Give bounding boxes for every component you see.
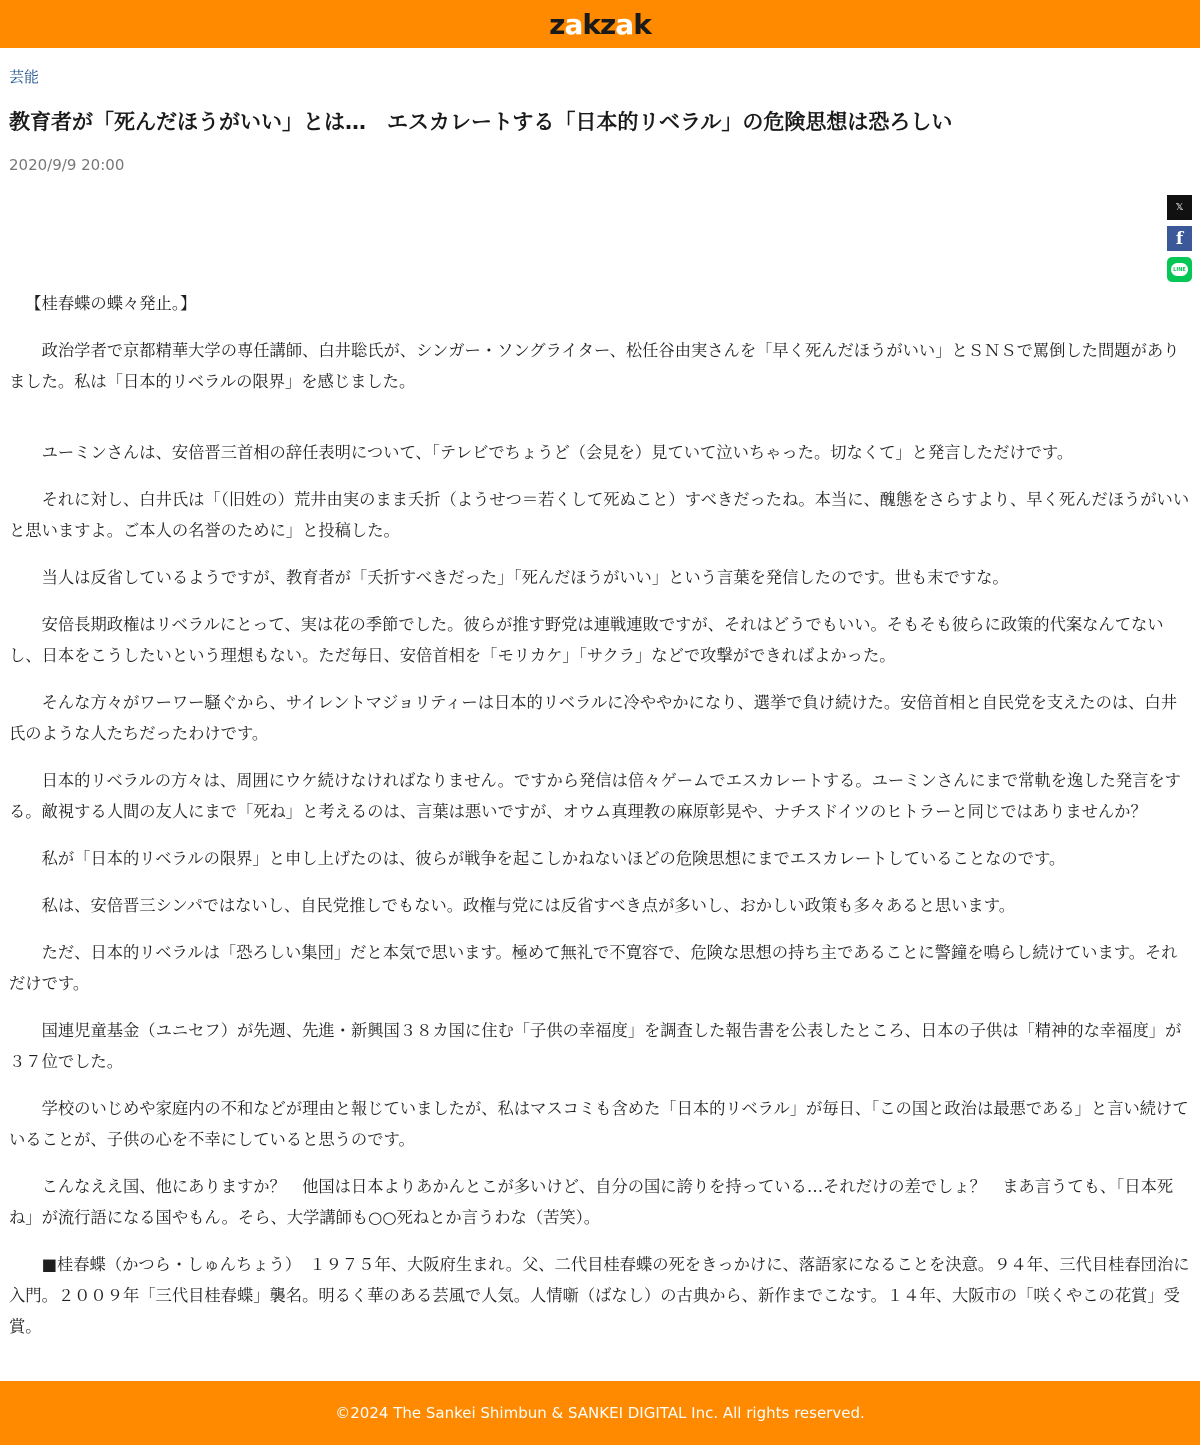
site-footer bbox=[0, 1381, 1200, 1445]
article-paragraph: こんなええ国、他にありますか？ 他国は日本よりあかんとこが多いけど、自分の国に誇りを持っている…それだけの差でしょ？ まあ言うても、「日本死ね」が流行語になる国やもん。そら、大学講師も○○死ねとか言うわな（苦笑）。 bbox=[9, 1177, 1174, 1227]
x-icon: 𝕏 bbox=[1175, 202, 1184, 213]
article-paragraph: 政治学者で京都精華大学の専任講師、白井聡氏が、シンガー・ソングライター、松任谷由実さんを「早く死んだほうがいい」とＳＮＳで罵倒した問題がありました。私は「日本的リベラルの限界」を感じました。 bbox=[9, 341, 1180, 391]
article-paragraph: 【桂春蝶の蝶々発止。】 bbox=[25, 294, 197, 313]
article-title: 教育者が「死んだほうがいい」とは… エスカレートする「日本的リベラル」の危険思想は恐ろしい bbox=[9, 110, 953, 134]
line-icon bbox=[1171, 263, 1188, 276]
line-icon-label: LINE bbox=[1173, 266, 1186, 273]
logo-letter: a bbox=[564, 7, 583, 41]
logo-letter: a bbox=[615, 7, 634, 41]
facebook-icon: f bbox=[1175, 228, 1184, 249]
article-paragraph: 安倍長期政権はリベラルにとって、実は花の季節でした。彼らが推す野党は連戦連敗ですが、それはどうでもいい。そもそも彼らに政策的代案なんてないし、日本をこうしたいという理想もない。ただ毎日、安倍首相を「モリカケ」「サクラ」などで攻撃ができればよかった。 bbox=[9, 615, 1164, 665]
site-header bbox=[0, 0, 1200, 48]
category-link[interactable]: 芸能 bbox=[9, 68, 40, 86]
article-paragraph: 国連児童基金（ユニセフ）が先週、先進・新興国３８カ国に住む「子供の幸福度」を調査した報告書を公表したところ、日本の子供は「精神的な幸福度」が３７位でした。 bbox=[9, 1021, 1182, 1071]
zakzak-logo[interactable] bbox=[549, 0, 651, 48]
article-paragraph: 私は、安倍晋三シンパではないし、自民党推しでもない。政権与党には反省すべき点が多いし、おかしい政策も多々あると思います。 bbox=[41, 896, 1015, 915]
article-paragraph: それに対し、白井氏は「（旧姓の）荒井由実のまま夭折（ようせつ＝若くして死ぬこと）すべきだったね。本当に、醜態をさらすより、早く死んだほうがいいと思いますよ。ご本人の名誉のために」と投稿した。 bbox=[9, 490, 1190, 540]
article-paragraph: ただ、日本的リベラルは「恐ろしい集団」だと本気で思います。極めて無礼で不寛容で、危険な思想の持ち主であることに警鐘を鳴らし続けています。それだけです。 bbox=[9, 943, 1178, 993]
article-paragraph: 学校のいじめや家庭内の不和などが理由と報じていましたが、私はマスコミも含めた「日本的リベラル」が毎日、「この国と政治は最悪である」と言い続けていることが、子供の心を不幸にしていると思うのです。 bbox=[9, 1099, 1189, 1149]
article-paragraph: ユーミンさんは、安倍晋三首相の辞任表明について、「テレビでちょうど（会見を）見ていて泣いちゃった。切なくて」と発言しただけです。 bbox=[41, 443, 1074, 462]
share-facebook-button[interactable] bbox=[1167, 226, 1192, 251]
article-paragraph: 日本的リベラルの方々は、周囲にウケ続けなければなりません。ですから発信は倍々ゲームでエスカレートする。ユーミンさんにまで常軌を逸した発言をする。敵視する人間の友人にまで「死ね」と考えるのは、言葉は悪いですが、オウム真理教の麻原彰晃や、ナチスドイツのヒトラーと同じではありませんか？ bbox=[9, 771, 1181, 821]
article-paragraph: 私が「日本的リベラルの限界」と申し上げたのは、彼らが戦争を起こしかねないほどの危険思想にまでエスカレートしていることなのです。 bbox=[41, 849, 1066, 868]
logo-letter: k bbox=[633, 7, 651, 41]
logo-letter: z bbox=[549, 7, 565, 41]
logo-letter: z bbox=[600, 7, 616, 41]
article-paragraph: 当人は反省しているようですが、教育者が「夭折すべきだった」「死んだほうがいい」という言葉を発信したのです。世も末ですな。 bbox=[41, 568, 1009, 587]
article-date: 2020/9/9 20:00 bbox=[9, 156, 125, 174]
author-profile: ■桂春蝶（かつら・しゅんちょう） １９７５年、大阪府生まれ。父、二代目桂春蝶の死をきっかけに、落語家になることを決意。９４年、三代目桂春団治に入門。２００９年「三代目桂春蝶」襲名。明るく華のある芸風で人気。人情噺（ばなし）の古典から、新作までこなす。１４年、大阪市の「咲くやこの花賞」受賞。 bbox=[9, 1255, 1190, 1336]
share-line-button[interactable] bbox=[1167, 257, 1192, 282]
article-paragraph: そんな方々がワーワー騒ぐから、サイレントマジョリティーは日本的リベラルに冷ややかになり、選挙で負け続けた。安倍首相と自民党を支えたのは、白井氏のような人たちだったわけです。 bbox=[9, 693, 1177, 743]
copyright-text: ©2024 The Sankei Shimbun & SANKEI DIGITAL Inc. All rights reserved. bbox=[335, 1404, 865, 1422]
share-x-button[interactable] bbox=[1167, 195, 1192, 220]
article-body bbox=[9, 288, 1191, 1358]
logo-letter: k bbox=[582, 7, 600, 41]
